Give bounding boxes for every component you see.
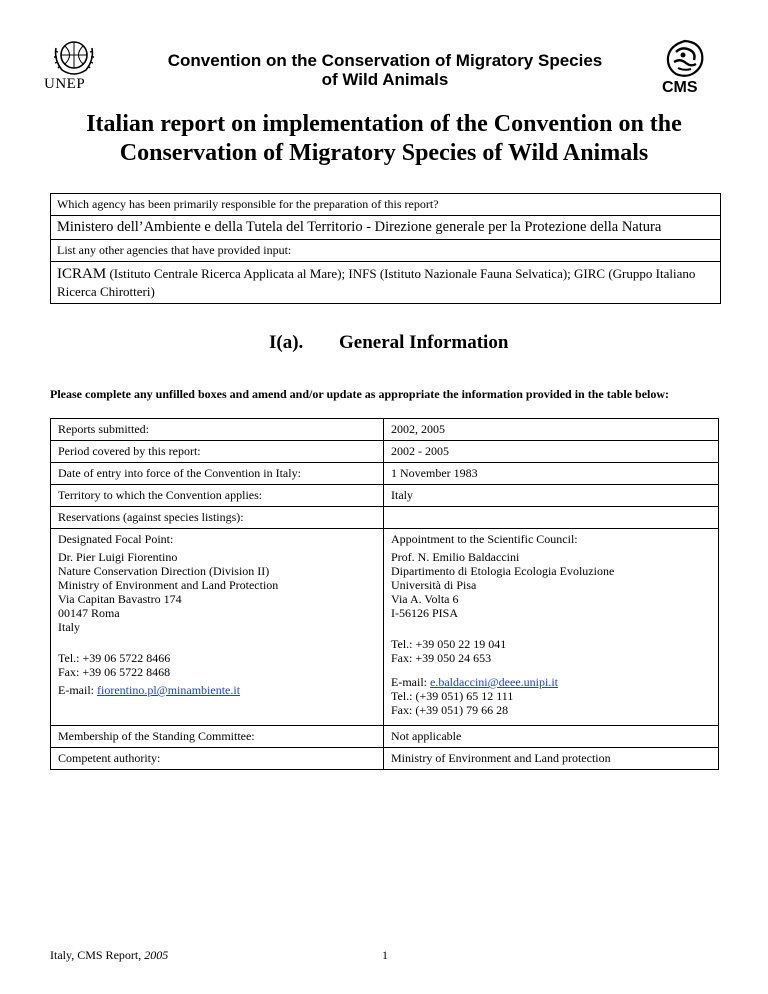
table-row [51,748,719,770]
footer-report-label: Italy, CMS Report, 2005 [50,948,169,962]
convention-header-title: Convention on the Conservation of Migratory Species of Wild Animals [167,51,603,89]
agency-answer-others: ICRAM (Istituto Centrale Ricerca Applicata al Mare); INFS (Istituto Nazionale Fauna Selvatica); GIRC (Gruppo Italiano Ricerca Chirotteri) [57,266,696,299]
table-row [51,726,719,748]
table-row [51,441,719,463]
section-title: General Information [339,332,509,353]
page-number: 1 [382,948,388,962]
row-value [384,507,719,529]
cms-label: CMS [662,79,698,96]
table-row-contacts [51,529,719,726]
cms-emblem-icon [664,38,706,80]
table-row [51,485,719,507]
row-value: 2002, 2005 [384,419,719,441]
row-value: Ministry of Environment and Land protection [384,748,719,770]
focal-point-email-link[interactable]: fiorentino.pl@minambiente.it [97,683,241,697]
row-label: Date of entry into force of the Convention in Italy: [51,463,384,485]
instruction-text: Please complete any unfilled boxes and amend and/or update as appropriate the information provided in the table below: [50,387,670,401]
table-row [51,463,719,485]
row-label: Period covered by this report: [51,441,384,463]
focal-point-cell: Designated Focal Point: Dr. Pier Luigi Fiorentino Nature Conservation Direction (Division II) Ministry of Environment and Land Protection Via Capitan Bavastro 174 00147 Roma Italy Tel.: +39 06 5722 8466 Fax: +39 06 5722 8468 E-mail: fiorentino.pl@minambiente.it [51,529,384,726]
table-row [51,507,719,529]
row-value: Not applicable [384,726,719,748]
row-value: 1 November 1983 [384,463,719,485]
agency-box [50,193,721,304]
row-value: 2002 - 2005 [384,441,719,463]
row-label: Territory to which the Convention applies: [51,485,384,507]
row-label: Reservations (against species listings): [51,507,384,529]
agency-answer-primary: Ministero dell’Ambiente e della Tutela del Territorio - Direzione generale per la Protezione della Natura [51,216,720,240]
table-row [51,419,719,441]
agency-question-primary: Which agency has been primarily responsible for the preparation of this report? [51,194,720,216]
row-value: Italy [384,485,719,507]
unep-label: UNEP [44,76,86,92]
section-heading [0,332,768,356]
row-label: Competent authority: [51,748,384,770]
scientific-council-email-link[interactable]: e.baldaccini@deee.unipi.it [430,675,558,689]
agency-question-others: List any other agencies that have provided input: [51,240,720,262]
section-number: I(a). [269,332,304,353]
report-title: Italian report on implementation of the Convention on the Conservation of Migratory Species of Wild Animals [86,111,682,166]
general-info-table [50,418,719,770]
row-label: Membership of the Standing Committee: [51,726,384,748]
scientific-council-cell: Appointment to the Scientific Council: Prof. N. Emilio Baldaccini Dipartimento di Etologia Ecologia Evoluzione Università di Pisa Via A. Volta 6 I-56126 PISA Tel.: +39 050 22 19 041 Fax: +39 050 24 653 E-mail: e.baldaccini@deee.unipi.it Tel.: (+39 051) 65 12 111 Fax: (+39 051) 79 66 28 [384,529,719,726]
row-label: Reports submitted: [51,419,384,441]
